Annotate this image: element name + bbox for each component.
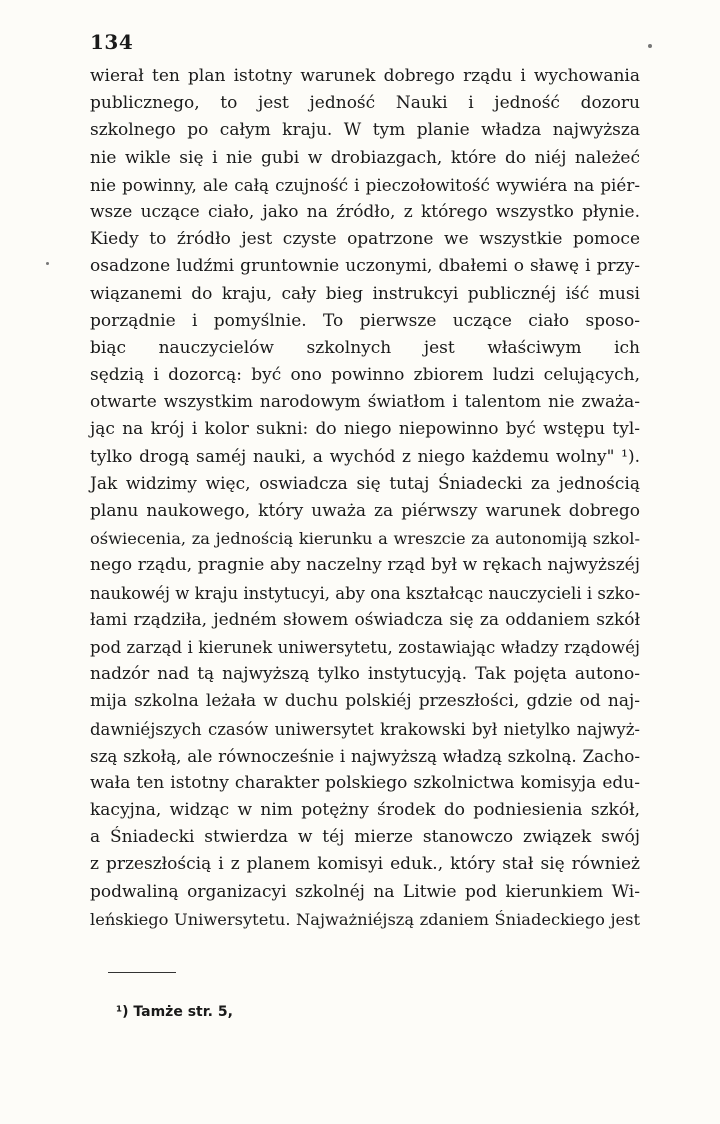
text-line: kacyjna, widząc w nim potężny środek do podniesienia szkół,: [90, 800, 640, 821]
text-line: Jak widzimy więc, oswiadcza się tutaj Śniadecki za jednością: [90, 473, 640, 494]
text-line: leńskiego Uniwersytetu. Najważniéjszą zdaniem Śniadeckiego jest: [90, 909, 640, 929]
text-line: osadzone ludźmi gruntownie uczonymi, dbałemi o sławę i przy-: [90, 256, 640, 277]
text-line: łami rządziła, jedném słowem oświadcza się za oddaniem szkół: [90, 609, 640, 630]
text-line: szą szkołą, ale równocześnie i najwyższą władzą szkolną. Zacho-: [90, 745, 640, 766]
text-line: a Śniadecki stwierdza w téj mierze stanowczo związek swój: [90, 827, 640, 848]
page-speck: [46, 262, 49, 265]
text-line: otwarte wszystkim narodowym światłom i talentom nie zważa-: [90, 392, 640, 413]
text-line: nie wikle się i nie gubi w drobiazgach, które do niéj należeć: [90, 147, 640, 168]
text-line: porządnie i pomyślnie. To pierwsze uczące ciało sposo-: [90, 310, 640, 331]
text-line: mija szkolna leżała w duchu polskiéj przeszłości, gdzie od naj-: [90, 691, 640, 712]
text-line: wierał ten plan istotny warunek dobrego rządu i wychowania: [90, 66, 640, 86]
text-line: wsze uczące ciało, jako na źródło, z którego wszystko płynie.: [90, 201, 640, 222]
body-text: [90, 63, 640, 933]
text-line: oświecenia, za jednością kierunku a wreszcie za autonomiją szkol-: [90, 529, 640, 549]
text-line: wiązanemi do kraju, cały bieg instrukcyi publicznéj iść musi: [90, 283, 640, 304]
text-line: sędzią i dozorcą: być ono powinno zbiorem ludzi celujących,: [90, 365, 640, 386]
text-line: szkolnego po całym kraju. W tym planie władza najwyższa: [90, 120, 640, 141]
text-line: nego rządu, pragnie aby naczelny rząd był w rękach najwyższéj: [90, 555, 640, 576]
text-line: pod zarząd i kierunek uniwersytetu, zostawiając władzy rządowéj: [90, 637, 640, 657]
text-line: planu naukowego, który uważa za piérwszy warunek dobrego: [90, 501, 640, 521]
text-line: jąc na krój i kolor sukni: do niego niepowinno być wstępu tyl-: [90, 419, 640, 440]
text-line: z przeszłością i z planem komisyi eduk., który stał się również: [90, 854, 640, 875]
page-speck: [648, 44, 652, 48]
text-line: nie powinny, ale całą czujność i pieczołowitość wywiéra na piér-: [90, 174, 640, 195]
text-line: biąc nauczycielów szkolnych jest właściwym ich: [90, 337, 640, 358]
text-line: naukowéj w kraju instytucyi, aby ona kształcąc nauczycieli i szko-: [90, 583, 641, 603]
footnote-divider: [108, 972, 176, 973]
text-line: publicznego, to jest jedność Nauki i jedność dozoru: [90, 93, 640, 114]
footnote: ¹) Tamże str. 5,: [116, 1004, 233, 1020]
text-line: Kiedy to źródło jest czyste opatrzone we wszystkie pomoce: [90, 229, 640, 250]
text-line: dawniéjszych czasów uniwersytet krakowski był nietylko najwyż-: [90, 719, 640, 739]
text-line: podwaliną organizacyi szkolnéj na Litwie pod kierunkiem Wi-: [90, 881, 640, 902]
text-line: tylko drogą saméj nauki, a wychód z niego każdemu wolny" ¹).: [90, 446, 640, 467]
page-number: 134: [90, 30, 134, 54]
text-line: nadzór nad tą najwyższą tylko instytucyją. Tak pojęta autono-: [90, 664, 640, 685]
text-line: wała ten istotny charakter polskiego szkolnictwa komisyja edu-: [90, 772, 640, 793]
